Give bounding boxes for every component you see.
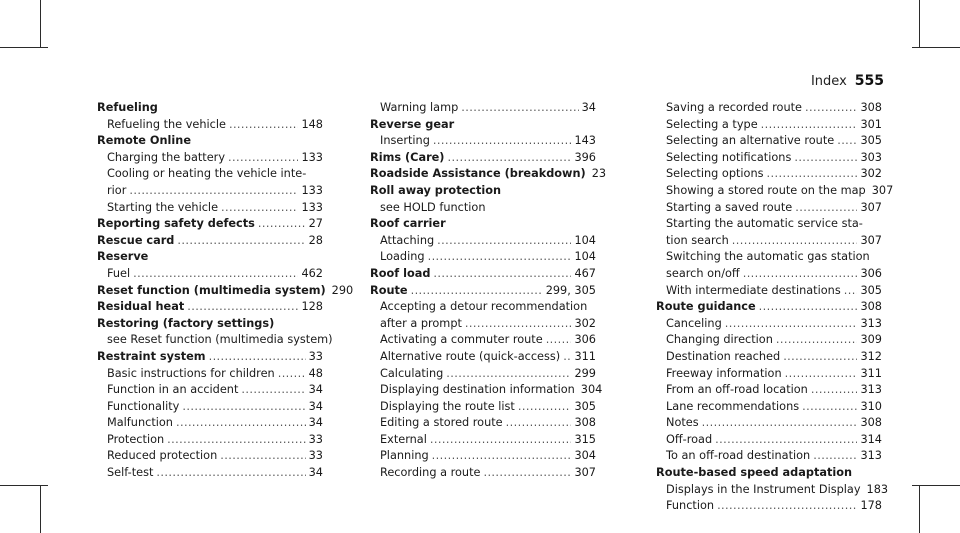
page-ref: 304 xyxy=(580,383,603,397)
dot-leader xyxy=(811,382,858,399)
index-entry xyxy=(370,117,596,134)
index-entry xyxy=(370,166,607,183)
entry-text: Roof load xyxy=(370,266,431,280)
index-subentry xyxy=(370,133,596,150)
page-ref: 33 xyxy=(308,349,323,363)
entry-text: Selecting notifications xyxy=(666,150,792,164)
page-ref: 311 xyxy=(574,349,596,363)
index-entry xyxy=(370,216,596,233)
entry-text: Canceling xyxy=(666,316,722,330)
dot-leader xyxy=(446,366,571,383)
entry-text: Route guidance xyxy=(656,300,756,314)
dot-leader xyxy=(844,283,858,300)
index-subentry xyxy=(97,366,323,383)
index-subentry xyxy=(97,448,323,465)
entry-text: Switching the automatic gas station xyxy=(666,250,870,264)
index-entry xyxy=(656,465,882,482)
entry-text: Remote Online xyxy=(97,134,191,148)
entry-text: Starting a saved route xyxy=(666,200,793,214)
index-subentry xyxy=(97,183,323,200)
page-ref: 396 xyxy=(574,150,596,164)
entry-text: Recording a route xyxy=(380,466,481,480)
entry-text: Freeway information xyxy=(666,366,782,380)
page-ref: 307 xyxy=(871,183,894,197)
entry-text: Function xyxy=(666,499,715,513)
page-ref: 305 xyxy=(860,283,882,297)
index-subentry xyxy=(656,316,882,333)
index-subentry xyxy=(370,100,596,117)
index-subentry xyxy=(370,200,596,217)
index-entry xyxy=(97,249,323,266)
page-ref: 307 xyxy=(574,466,596,480)
index-entry xyxy=(97,283,354,300)
index-subentry xyxy=(370,399,596,416)
index-subentry xyxy=(370,366,596,383)
dot-leader xyxy=(759,299,858,316)
entry-text: after a prompt xyxy=(380,316,462,330)
page-ref: 310 xyxy=(860,399,882,413)
page-ref: 308 xyxy=(574,416,596,430)
entry-text: Destination reached xyxy=(666,349,781,363)
index-entry xyxy=(370,266,596,283)
dot-leader xyxy=(437,233,571,250)
crop-mark xyxy=(919,0,920,48)
dot-leader xyxy=(794,150,857,167)
page-ref: 312 xyxy=(860,349,882,363)
page-ref: 28 xyxy=(308,233,323,247)
dot-leader xyxy=(732,233,858,250)
entry-text: Self-test xyxy=(107,466,154,480)
entry-text: With intermediate destinations xyxy=(666,283,841,297)
entry-text: Selecting options xyxy=(666,167,764,181)
entry-text: Refueling the vehicle xyxy=(107,117,226,131)
index-subentry xyxy=(656,166,882,183)
dot-leader xyxy=(187,299,298,316)
index-subentry xyxy=(370,382,603,399)
entry-text: see HOLD function xyxy=(380,200,486,214)
entry-text: see Reset function (multimedia system) xyxy=(107,333,333,347)
page-ref: 104 xyxy=(574,250,596,264)
dot-leader xyxy=(506,415,572,432)
index-entry xyxy=(370,283,596,300)
index-subentry xyxy=(656,332,882,349)
entry-text: Charging the battery xyxy=(107,150,226,164)
index-subentry xyxy=(656,415,882,432)
entry-text: Reduced protection xyxy=(107,449,218,463)
index-subentry xyxy=(370,299,596,316)
index-subentry xyxy=(370,465,596,482)
page-ref: 307 xyxy=(860,200,882,214)
dot-leader xyxy=(743,266,858,283)
entry-text: Displaying destination information xyxy=(380,383,575,397)
dot-leader xyxy=(182,399,305,416)
page-ref: 313 xyxy=(860,383,882,397)
dot-leader xyxy=(432,448,572,465)
index-subentry xyxy=(656,266,882,283)
index-column-3 xyxy=(656,100,894,515)
index-entry xyxy=(97,100,323,117)
dot-leader xyxy=(167,432,305,449)
entry-text: Rims (Care) xyxy=(370,150,445,164)
page-ref: 301 xyxy=(860,117,882,131)
index-entry xyxy=(370,150,596,167)
entry-text: Rescue card xyxy=(97,233,175,247)
dot-leader xyxy=(433,266,571,283)
dot-leader xyxy=(715,432,857,449)
dot-leader xyxy=(258,216,306,233)
page-ref: 309 xyxy=(860,333,882,347)
page-ref: 48 xyxy=(308,366,323,380)
page-ref: 303 xyxy=(860,150,882,164)
index-subentry xyxy=(97,266,323,283)
dot-leader xyxy=(785,366,858,383)
page-ref: 143 xyxy=(574,134,596,148)
index-subentry xyxy=(656,432,882,449)
page-ref: 308 xyxy=(860,416,882,430)
entry-text: Planning xyxy=(380,449,429,463)
index-subentry xyxy=(370,415,596,432)
page-ref: 311 xyxy=(860,366,882,380)
entry-text: Notes xyxy=(666,416,699,430)
entry-text: Showing a stored route on the map xyxy=(666,183,866,197)
index-subentry xyxy=(656,133,882,150)
index-subentry xyxy=(97,150,323,167)
page-ref: 308 xyxy=(860,101,882,114)
index-subentry xyxy=(656,399,882,416)
page-ref: 148 xyxy=(301,117,323,131)
dot-leader xyxy=(411,283,543,300)
index-subentry xyxy=(97,415,323,432)
index-label: Index xyxy=(810,74,847,89)
entry-text: Accepting a detour recommendation xyxy=(380,300,588,314)
dot-leader xyxy=(177,233,305,250)
entry-text: Malfunction xyxy=(107,416,173,430)
entry-text: Cooling or heating the vehicle inte- xyxy=(107,167,307,181)
index-entry xyxy=(97,299,323,316)
dot-leader xyxy=(428,249,572,266)
page-ref: 299, 305 xyxy=(545,283,596,297)
index-subentry xyxy=(656,448,882,465)
dot-leader xyxy=(717,498,857,515)
entry-text: Starting the automatic service sta- xyxy=(666,217,863,231)
index-column-2 xyxy=(370,100,607,482)
dot-leader xyxy=(546,332,572,349)
index-entry xyxy=(370,183,596,200)
dot-leader xyxy=(176,415,306,432)
index-entry xyxy=(97,216,323,233)
index-subentry xyxy=(656,183,894,200)
entry-text: Lane recommendations xyxy=(666,399,800,413)
entry-text: Reserve xyxy=(97,250,149,264)
index-entry xyxy=(97,133,323,150)
page-ref: 302 xyxy=(860,167,882,181)
crop-mark xyxy=(0,485,48,486)
entry-text: Route-based speed adaptation xyxy=(656,466,853,480)
index-entry xyxy=(97,316,323,333)
entry-text: Reporting safety defects xyxy=(97,217,255,231)
index-subentry xyxy=(97,382,323,399)
dot-leader xyxy=(725,316,858,333)
entry-text: Reverse gear xyxy=(370,117,455,131)
page-ref: 314 xyxy=(860,432,882,446)
index-subentry xyxy=(370,448,596,465)
index-subentry xyxy=(370,432,596,449)
index-subentry xyxy=(370,316,596,333)
dot-leader xyxy=(761,117,858,134)
page-ref: 133 xyxy=(301,183,323,197)
index-subentry xyxy=(97,166,323,183)
page-header xyxy=(811,73,884,89)
entry-text: Refueling xyxy=(97,101,158,114)
page-ref: 313 xyxy=(860,449,882,463)
page-ref: 467 xyxy=(574,266,596,280)
page-ref: 34 xyxy=(308,416,323,430)
index-entry xyxy=(97,233,323,250)
page-ref: 306 xyxy=(860,266,882,280)
page-ref: 33 xyxy=(308,449,323,463)
dot-leader xyxy=(483,465,571,482)
entry-text: search on/off xyxy=(666,266,740,280)
dot-leader xyxy=(563,349,571,366)
crop-mark xyxy=(0,47,48,48)
entry-text: Functionality xyxy=(107,399,180,413)
dot-leader xyxy=(805,100,857,117)
entry-text: Attaching xyxy=(380,233,435,247)
entry-text: External xyxy=(380,432,427,446)
page-ref: 315 xyxy=(574,432,596,446)
dot-leader xyxy=(795,200,857,217)
index-subentry xyxy=(656,366,882,383)
entry-text: Restoring (factory settings) xyxy=(97,316,275,330)
entry-text: Selecting a type xyxy=(666,117,758,131)
entry-text: Roadside Assistance (breakdown) xyxy=(370,167,586,181)
entry-text: Route xyxy=(370,283,408,297)
dot-leader xyxy=(802,399,857,416)
index-subentry xyxy=(656,100,882,117)
index-subentry xyxy=(656,382,882,399)
dot-leader xyxy=(229,117,298,134)
dot-leader xyxy=(430,432,572,449)
index-subentry xyxy=(97,117,323,134)
dot-leader xyxy=(461,100,578,117)
entry-text: Function in an accident xyxy=(107,383,239,397)
index-subentry xyxy=(656,349,882,366)
crop-mark xyxy=(919,485,920,533)
dot-leader xyxy=(465,316,572,333)
entry-text: Activating a commuter route xyxy=(380,333,543,347)
dot-leader xyxy=(228,150,298,167)
index-subentry xyxy=(656,249,882,266)
entry-text: To an off-road destination xyxy=(666,449,811,463)
page-ref: 302 xyxy=(574,316,596,330)
index-entry xyxy=(656,299,882,316)
page-ref: 308 xyxy=(860,300,882,314)
page-ref: 104 xyxy=(574,233,596,247)
page-ref: 133 xyxy=(301,150,323,164)
page-ref: 34 xyxy=(308,466,323,480)
index-subentry xyxy=(97,200,323,217)
index-column-1 xyxy=(97,100,354,482)
entry-text: Protection xyxy=(107,432,165,446)
entry-text: Alternative route (quick-access) xyxy=(380,349,561,363)
dot-leader xyxy=(433,133,572,150)
index-entry xyxy=(97,349,323,366)
page-ref: 313 xyxy=(860,316,882,330)
dot-leader xyxy=(209,349,306,366)
dot-leader xyxy=(447,150,571,167)
page-ref: 183 xyxy=(866,482,889,496)
entry-text: Off-road xyxy=(666,432,713,446)
dot-leader xyxy=(241,382,305,399)
entry-text: Editing a stored route xyxy=(380,416,503,430)
page-ref: 462 xyxy=(301,266,323,280)
dot-leader xyxy=(220,448,305,465)
page-number: 555 xyxy=(854,73,884,89)
dot-leader xyxy=(278,366,306,383)
entry-text: Warning lamp xyxy=(380,101,459,114)
entry-text: Fuel xyxy=(107,266,131,280)
index-subentry xyxy=(656,498,882,515)
page-ref: 34 xyxy=(581,101,596,114)
index-subentry xyxy=(656,117,882,134)
entry-text: Displaying the route list xyxy=(380,399,515,413)
index-subentry xyxy=(656,283,882,300)
page-ref: 133 xyxy=(301,200,323,214)
crop-mark xyxy=(912,485,960,486)
entry-text: rior xyxy=(107,183,127,197)
index-subentry xyxy=(656,233,882,250)
entry-text: Loading xyxy=(380,250,425,264)
page-ref: 299 xyxy=(574,366,596,380)
entry-text: Displays in the Instrument Display xyxy=(666,482,861,496)
entry-text: Reset function (multimedia system) xyxy=(97,283,326,297)
entry-text: Roll away protection xyxy=(370,183,502,197)
entry-text: Residual heat xyxy=(97,300,185,314)
dot-leader xyxy=(767,166,858,183)
index-subentry xyxy=(370,332,596,349)
page-ref: 34 xyxy=(308,399,323,413)
index-subentry xyxy=(97,432,323,449)
entry-text: Roof carrier xyxy=(370,217,446,231)
dot-leader xyxy=(783,349,857,366)
entry-text: tion search xyxy=(666,233,729,247)
dot-leader xyxy=(129,183,298,200)
dot-leader xyxy=(518,399,572,416)
entry-text: Basic instructions for children xyxy=(107,366,275,380)
entry-text: Calculating xyxy=(380,366,444,380)
page-ref: 34 xyxy=(308,383,323,397)
page-ref: 305 xyxy=(574,399,596,413)
index-subentry xyxy=(656,200,882,217)
index-subentry xyxy=(97,332,333,349)
index-subentry xyxy=(97,465,323,482)
page-ref: 33 xyxy=(308,432,323,446)
index-subentry xyxy=(370,349,596,366)
entry-text: Restraint system xyxy=(97,349,206,363)
index-subentry xyxy=(370,233,596,250)
dot-leader xyxy=(133,266,298,283)
crop-mark xyxy=(912,47,960,48)
entry-text: Starting the vehicle xyxy=(107,200,219,214)
page-ref: 27 xyxy=(308,217,323,231)
page-ref: 304 xyxy=(574,449,596,463)
entry-text: Selecting an alternative route xyxy=(666,134,835,148)
page-ref: 178 xyxy=(860,499,882,513)
entry-text: From an off-road location xyxy=(666,383,808,397)
page-ref: 307 xyxy=(860,233,882,247)
dot-leader xyxy=(221,200,298,217)
crop-mark xyxy=(40,0,41,48)
dot-leader xyxy=(813,448,857,465)
index-subentry xyxy=(656,216,882,233)
entry-text: Changing direction xyxy=(666,333,773,347)
page-ref: 306 xyxy=(574,333,596,347)
dot-leader xyxy=(702,415,858,432)
index-subentry xyxy=(97,399,323,416)
dot-leader xyxy=(156,465,305,482)
page-ref: 290 xyxy=(331,283,354,297)
index-subentry xyxy=(370,249,596,266)
entry-text: Saving a recorded route xyxy=(666,101,802,114)
index-subentry xyxy=(656,482,889,499)
page-ref: 128 xyxy=(301,300,323,314)
index-subentry xyxy=(656,150,882,167)
crop-mark xyxy=(40,485,41,533)
dot-leader xyxy=(837,133,857,150)
entry-text: Inserting xyxy=(380,134,430,148)
page-ref: 305 xyxy=(860,134,882,148)
dot-leader xyxy=(776,332,858,349)
page-ref: 23 xyxy=(591,167,607,181)
